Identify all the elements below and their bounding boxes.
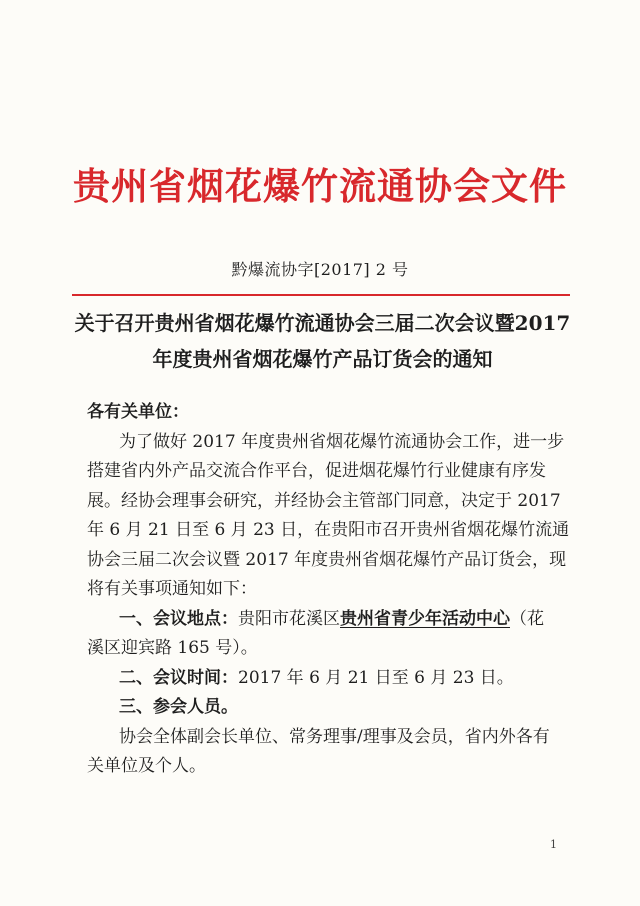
intro-line: 搭建省内外产品交流合作平台，促进烟花爆竹行业健康有序发 xyxy=(87,461,546,481)
notice-title-line-2: 年度贵州省烟花爆竹产品订货会的通知 xyxy=(152,347,493,371)
item-1-prefix: 贵阳市花溪区 xyxy=(238,608,340,629)
item-3-line-1: 协会全体副会长单位、常务理事/理事及会员，省内外各有 xyxy=(119,726,550,747)
item-1-label: 一、会议地点： xyxy=(119,608,238,629)
intro-line: 年 6 月 21 日至 6 月 23 日，在贵阳市召开贵州省烟花爆竹流通 xyxy=(87,520,570,540)
salutation: 各有关单位： xyxy=(87,402,189,422)
item-1-line-2: 溪区迎宾路 165 号）。 xyxy=(87,638,258,658)
item-2-value: 2017 年 6 月 21 日至 6 月 23 日。 xyxy=(238,667,514,688)
item-2-label: 二、会议时间： xyxy=(119,667,238,688)
item-attendees xyxy=(87,723,564,782)
intro-line: 协会三届二次会议暨 2017 年度贵州省烟花爆竹产品订货会，现 xyxy=(87,549,567,570)
intro-paragraph xyxy=(87,428,570,605)
notice-body xyxy=(87,398,570,782)
item-meeting-time xyxy=(94,664,564,694)
intro-line: 将有关事项通知如下： xyxy=(87,579,257,599)
page-number: 1 xyxy=(550,838,557,851)
intro-line: 为了做好 2017 年度贵州省烟花爆竹流通协会工作，进一步 xyxy=(119,431,565,452)
notice-title xyxy=(70,305,575,377)
red-divider-line xyxy=(72,294,570,296)
item-1-suffix: （花 xyxy=(510,608,544,629)
item-meeting-location xyxy=(87,605,564,664)
document-header-title: 贵州省烟花爆竹流通协会文件 xyxy=(73,164,567,208)
item-3-label: 三、参会人员。 xyxy=(119,697,238,717)
intro-line: 展。经协会理事会研究，并经协会主管部门同意，决定于 2017 xyxy=(87,490,561,511)
notice-title-line-1: 关于召开贵州省烟花爆竹流通协会三届二次会议暨2017 xyxy=(74,311,571,335)
venue-name: 贵州省青少年活动中心 xyxy=(340,608,510,629)
item-3-line-2: 关单位及个人。 xyxy=(87,756,206,776)
document-number: 黔爆流协字[2017] 2 号 xyxy=(231,260,409,279)
